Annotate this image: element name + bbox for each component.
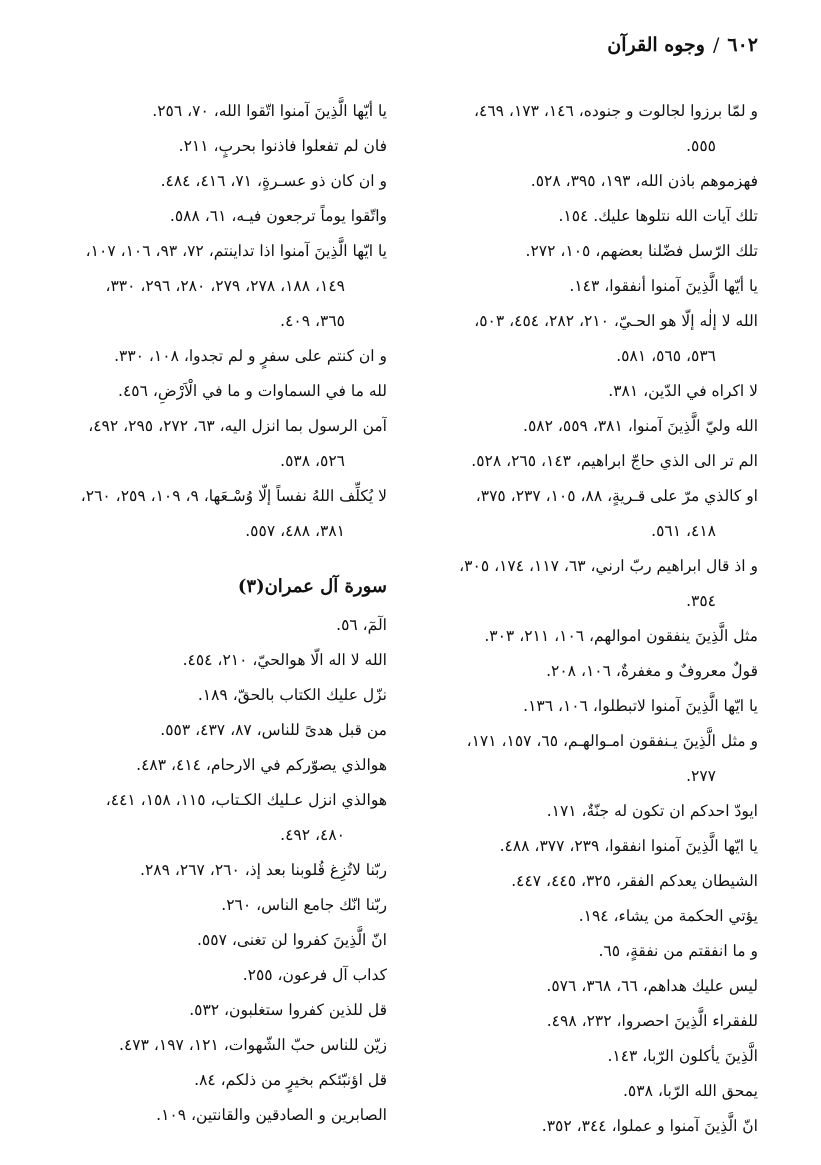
running-head [607,34,758,56]
index-entry [422,479,758,549]
index-entry [65,94,387,129]
entry-text: لا يُكلِّف اللهُ نفساً إلّا وُسْـعَها، ٩، ١٠٩، ٢٥٩، ٢٦٠، [80,487,387,505]
entry-text: يا ايّها الَّذِينَ آمنوا لاتبطلوا، ١٠٦، ١٣٦. [523,697,758,715]
index-entry [65,678,387,713]
index-entry [422,94,758,164]
entry-text: الله لا اله الّا هوالحيّ، ٢١٠، ٤٥٤. [182,651,387,669]
entry-text: ليس عليك هداهم، ٦٦، ٣٦٨، ٥٧٦. [546,977,758,995]
entry-continuation: ٣٨١، ٤٨٨، ٥٥٧. [245,522,345,540]
index-entry [422,969,758,1004]
index-entry [422,724,758,794]
entry-text: الصابرين و الصادقين والقانتين، ١٠٩. [156,1106,387,1124]
index-entry [65,164,387,199]
index-entry [65,643,387,678]
index-entry [422,1074,758,1109]
index-entry [422,654,758,689]
index-entry [422,549,758,619]
entry-text: آمن الرسول بما انزل اليه، ٦٣، ٢٧٢، ٢٩٥، ٤٩٢، [88,417,387,435]
index-entry [65,374,387,409]
entry-text: الله لا إلٰه إلّا هو الحـيّ، ٢١٠، ٢٨٢، ٤٥٤، ٥٠٣، [474,312,758,330]
entry-continuation: ٥٥٥. [686,137,716,155]
entry-text: و ان كنتم على سفرٍ و لم تجدوا، ١٠٨، ٣٣٠. [114,347,387,365]
entry-text: من قبل هدىً للناس، ٨٧، ٤٣٧، ٥٥٣. [160,721,387,739]
entry-text: قل اؤنبّئكم بخيرٍ من ذلكم، ٨٤. [194,1071,387,1089]
index-entry [65,409,387,479]
index-entry [65,1098,387,1133]
index-entry [65,1028,387,1063]
entry-text: قولٌ معروفٌ و مغفرةٌ، ١٠٦، ٢٠٨. [546,662,758,680]
index-section-baqarah-end [65,94,387,549]
index-column-left [65,94,387,1133]
index-entry [422,269,758,304]
entry-text: الم تر الى الذي حاجّ ابراهيم، ١٤٣، ٢٦٥، ٥٢٨. [471,452,758,470]
entry-text: واتّقوا يوماً ترجعون فيـه، ٦١، ٥٨٨. [169,207,387,225]
page-number: ٦٠٢ [727,34,758,56]
index-entry [65,888,387,923]
index-entry [422,899,758,934]
index-entry [65,713,387,748]
index-section-al-imran [65,608,387,1133]
entry-continuation: ٢٧٧. [686,767,716,785]
entry-text: و ما انفقتم من نفقةٍ، ٦٥. [598,942,758,960]
index-entry [65,199,387,234]
index-entry [65,234,387,339]
index-entry [422,1039,758,1074]
entry-continuation: ٤١٨، ٥٦١. [651,522,716,540]
entry-text: و لمّا برزوا لجالوت و جنوده، ١٤٦، ١٧٣، ٤٦٩، [474,102,758,120]
index-entry [422,234,758,269]
entry-text: يا أيّها الَّذِينَ آمنوا اتّقوا الله، ٧٠، ٢٥٦. [152,102,387,120]
entry-text: انّ الَّذِينَ آمنوا و عملوا، ٣٤٤، ٣٥٢. [541,1117,758,1135]
entry-text: يمحق الله الرّبا، ٥٣٨. [622,1082,758,1100]
entry-text: ايودّ احدكم ان تكون له جنّةٌ، ١٧١. [546,802,758,820]
entry-text: و ان كان ذو عسـرةٍ، ٧١، ٤١٦، ٤٨٤. [160,172,387,190]
book-title: وجوه القرآن [607,34,705,56]
index-entry [65,748,387,783]
header-separator: / [712,34,720,56]
entry-continuation: ٣٦٥، ٤٠٩. [280,312,345,330]
index-entry [422,934,758,969]
index-entry [65,993,387,1028]
surah-heading: سورة آل عمران(٣) [237,576,387,597]
entry-text: او كالذي مرّ على قـريةٍ، ٨٨، ١٠٥، ٢٣٧، ٣٧٥، [475,487,758,505]
entry-text: فان لم تفعلوا فاذنوا بحربٍ، ٢١١. [178,137,387,155]
entry-text: ربّنا انّك جامع الناس، ٢٦٠. [221,896,387,914]
entry-text: و اذ قال ابراهيم ربّ ارني، ٦٣، ١١٧، ١٧٤، ٣٠٥، [459,557,758,575]
index-column-right [422,94,758,1144]
entry-text: هوالذي انزل عـليك الكـتاب، ١١٥، ١٥٨، ٤٤١، [105,791,387,809]
entry-text: الله وليّ الَّذِينَ آمنوا، ٣٨١، ٥٥٩، ٥٨٢. [523,417,758,435]
index-entry [65,129,387,164]
entry-continuation: ٥٣٦، ٥٦٥، ٥٨١. [616,347,716,365]
entry-text: و مثل الَّذِينَ يـنفقون امـوالهـم، ٦٥، ١٥٧، ١٧١، [466,732,758,750]
index-entry [422,304,758,374]
index-entry [65,783,387,853]
entry-text: مثل الَّذِينَ ينفقون اموالهم، ١٠٦، ٢١١، ٣٠٣. [484,627,758,645]
entry-continuation: ٤٨٠، ٤٩٢. [280,826,345,844]
index-entry [422,829,758,864]
index-entry [65,853,387,888]
entry-text: يؤتي الحكمة من يشاء، ١٩٤. [578,907,758,925]
index-entry [65,479,387,549]
entry-text: فهزموهم باذن الله، ١٩٣، ٣٩٥، ٥٢٨. [530,172,758,190]
entry-text: قل للذين كفروا ستغلبون، ٥٣٢. [189,1001,387,1019]
entry-text: لله ما في السماوات و ما في الْاَرْضِ، ٤٥٦. [118,382,387,400]
entry-text: الٓمٓ، ٥٦. [336,616,387,634]
entry-text: الَّذِينَ يأكلون الرّبا، ١٤٣. [607,1047,758,1065]
index-entry [422,864,758,899]
index-entry [422,444,758,479]
index-entry [422,1109,758,1144]
entry-text: يا ايّها الَّذِينَ آمنوا اذا تداينتم، ٧٢، ٩٣، ١٠٦، ١٠٧، [85,242,387,260]
entry-text: الشيطان يعدكم الفقر، ٣٢٥، ٤٤٥، ٤٤٧. [511,872,758,890]
entry-text: لا اكراه في الدّين، ٣٨١. [608,382,758,400]
entry-text: نزّل عليك الكتاب بالحقّ، ١٨٩. [197,686,387,704]
entry-text: للفقراء الَّذِينَ احصروا، ٢٣٢، ٤٩٨. [546,1012,758,1030]
index-entry [65,923,387,958]
entry-text: انّ الَّذِينَ كفروا لن تغنى، ٥٥٧. [196,931,387,949]
entry-text: يا ايّها الَّذِينَ آمنوا انفقوا، ٢٣٩، ٣٧٧، ٤٨٨. [499,837,758,855]
index-entry [65,1063,387,1098]
entry-text: يا أيّها الَّذِينَ آمنوا أنفقوا، ١٤٣. [569,277,758,295]
index-entry [422,619,758,654]
index-entry [65,339,387,374]
entry-continuation: ٥٢٦، ٥٣٨. [280,452,345,470]
index-entry [422,689,758,724]
index-entry [422,794,758,829]
entry-text: ربّنا لاتُزِغ قُلوبنا بعد إذ، ٢٦٠، ٢٦٧، ٢٨٩. [140,861,387,879]
index-entry [422,164,758,199]
index-entry [422,1004,758,1039]
index-entry [65,608,387,643]
entry-text: تلك آيات الله نتلوها عليك. ١٥٤. [558,207,758,225]
entry-continuation: ٣٥٤. [686,592,716,610]
index-entry [422,374,758,409]
entry-text: هوالذي يصوّركم في الارحام، ٤١٤، ٤٨٣. [136,756,387,774]
index-entry [422,409,758,444]
entry-text: تلك الرّسل فضّلنا بعضهم، ١٠٥، ٢٧٢. [525,242,758,260]
entry-continuation: ١٤٩، ١٨٨، ٢٧٨، ٢٧٩، ٢٨٠، ٢٩٦، ٣٣٠، [105,277,345,295]
entry-text: كداب آل فرعون، ٢٥٥. [242,966,387,984]
index-entry [422,199,758,234]
entry-text: زيّن للناس حبّ الشّهوات، ١٢١، ١٩٧، ٤٧٣. [119,1036,387,1054]
index-entry [65,958,387,993]
